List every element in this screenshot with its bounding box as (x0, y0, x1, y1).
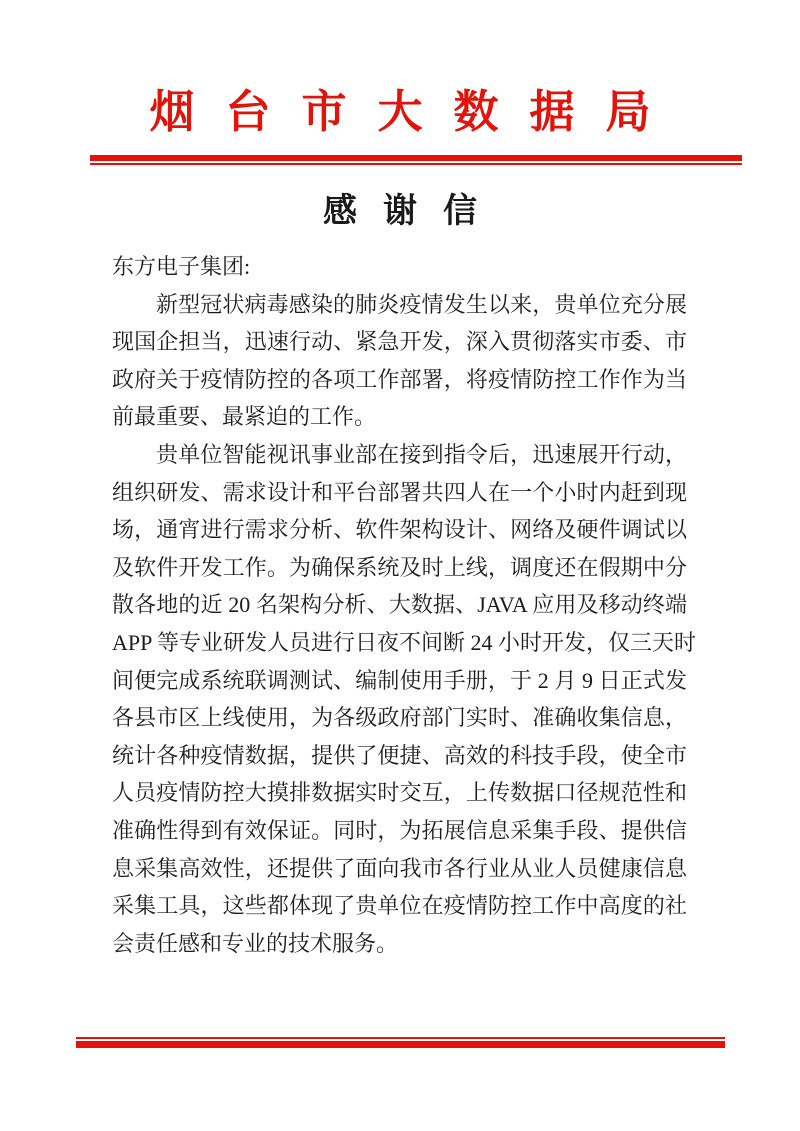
body-line: 场，通宵进行需求分析、软件架构设计、网络及硬件调试以 (112, 517, 687, 543)
body-line: 贵单位智能视讯事业部在接到指令后，迅速展开行动， (156, 441, 687, 467)
body-line: 采集工具，这些都体现了贵单位在疫情防控工作中高度的社 (112, 893, 687, 919)
body-line: 新型冠状病毒感染的肺炎疫情发生以来，贵单位充分展 (156, 291, 687, 317)
body-line: 统计各种疫情数据，提供了便捷、高效的科技手段，使全市 (112, 742, 687, 768)
document-title: 感谢信 (323, 193, 503, 230)
body-line: 人员疫情防控大摸排数据实时交互，上传数据口径规范性和 (112, 780, 687, 806)
letter-body (112, 248, 697, 962)
org-name-header: 烟台市大数据局 (149, 87, 682, 137)
footer-rule-thick-line (76, 1041, 725, 1048)
body-line: 各县市区上线使用，为各级政府部门实时、准确收集信息， (112, 705, 687, 731)
header-double-rule (90, 155, 742, 165)
body-line: 会责任感和专业的技术服务。 (112, 930, 399, 956)
body-line: 及软件开发工作。为确保系统及时上线，调度还在假期中分 (112, 554, 687, 580)
header-rule-thin-line (90, 163, 742, 165)
body-line: 现国企担当，迅速行动、紧急开发，深入贯彻落实市委、市 (112, 329, 687, 355)
body-line: 组织研发、需求设计和平台部署共四人在一个小时内赶到现 (112, 479, 687, 505)
body-line: 间便完成系统联调测试、编制使用手册，于 2 月 9 日正式发 (112, 667, 687, 693)
body-line: 准确性得到有效保证。同时，为拓展信息采集手段、提供信 (112, 817, 687, 843)
body-line: 散各地的近 20 名架构分析、大数据、JAVA 应用及移动终端 (112, 592, 687, 618)
body-line: 息采集高效性，还提供了面向我市各行业从业人员健康信息 (112, 855, 687, 881)
body-line: 政府关于疫情防控的各项工作部署，将疫情防控工作作为当 (112, 366, 687, 392)
footer-double-rule (76, 1037, 725, 1048)
salutation: 东方电子集团: (112, 254, 251, 279)
body-line: 前最重要、最紧迫的工作。 (112, 404, 377, 430)
body-line: APP 等专业研发人员进行日夜不间断 24 小时开发，仅三天时 (112, 629, 697, 655)
